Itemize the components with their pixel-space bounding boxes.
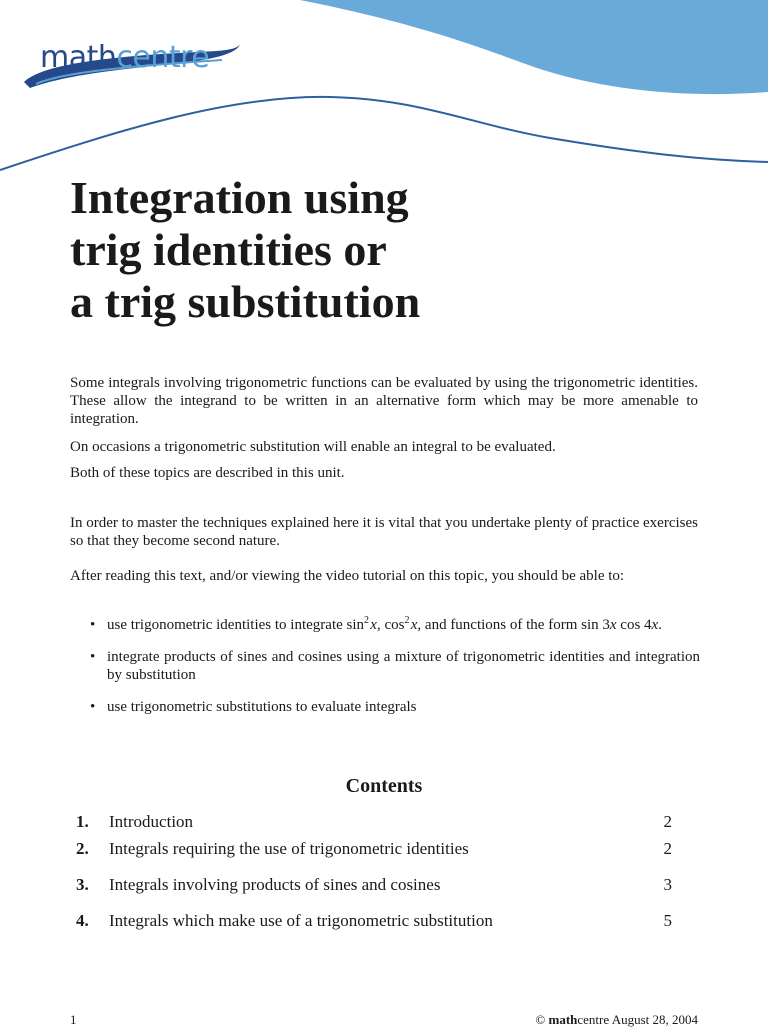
toc-number: 3. [76, 875, 89, 894]
logo-centre: centre [116, 40, 210, 75]
toc-page: 5 [663, 911, 672, 930]
toc-title[interactable]: Introduction [109, 812, 194, 831]
toc-number: 1. [76, 812, 89, 831]
logo-text [40, 38, 209, 78]
title-line-3: a trig substitution [70, 276, 421, 327]
toc-page: 3 [663, 875, 672, 894]
toc-page: 2 [663, 839, 672, 858]
toc-title[interactable]: Integrals involving products of sines and cosines [109, 875, 441, 894]
banner-curve-line [0, 97, 768, 170]
toc-row[interactable] [76, 910, 672, 932]
intro-paragraph-4: In order to master the techniques explained here it is vital that you undertake plenty of practice exercises so that they become second nature. [70, 515, 698, 549]
intro-paragraph-5: After reading this text, and/or viewing the video tutorial on this topic, you should be able to: [70, 568, 625, 584]
toc-page: 2 [663, 812, 672, 831]
intro-paragraph-2: On occasions a trigonometric substitution will enable an integral to be evaluated. [70, 439, 556, 455]
mathcentre-logo [22, 34, 252, 94]
list-item: • use trigonometric substitutions to evaluate integrals [90, 698, 700, 716]
intro-paragraph-3: Both of these topics are described in this unit. [70, 465, 345, 481]
objectives-list-3 [90, 698, 700, 716]
toc-number: 2. [76, 839, 89, 858]
footer-page-number: 1 [70, 1012, 77, 1027]
toc-row[interactable] [76, 874, 672, 896]
objectives-list-2 [90, 648, 700, 684]
logo-math: math [40, 40, 117, 75]
toc-title[interactable]: Integrals which make use of a trigonometric substitution [109, 911, 493, 930]
title-line-1: Integration using [70, 172, 409, 223]
toc-row[interactable] [76, 811, 672, 833]
contents-heading: Contents [345, 775, 423, 797]
toc-number: 4. [76, 911, 89, 930]
intro-paragraph-1: Some integrals involving trigonometric functions can be evaluated by using the trigonometric identities. These allow the integrand to be written in an alternative form which may be more amenable to integration. [70, 375, 698, 427]
objectives-list [90, 616, 700, 634]
page-title [70, 172, 420, 328]
banner-wave [300, 0, 768, 94]
toc-row[interactable] [76, 838, 672, 860]
list-item: • use trigonometric identities to integrate $\sin^2$ x, $\cos^2$ x, and functions of the form sin 3x cos 4x. [90, 616, 700, 634]
list-item: • integrate products of sines and cosines using a mixture of trigonometric identities and integration by substitution [90, 648, 700, 684]
footer-copyright: © mathcentre August 28, 2004 [535, 1012, 698, 1027]
title-line-2: trig identities or [70, 224, 387, 275]
toc-title[interactable]: Integrals requiring the use of trigonometric identities [109, 839, 469, 858]
